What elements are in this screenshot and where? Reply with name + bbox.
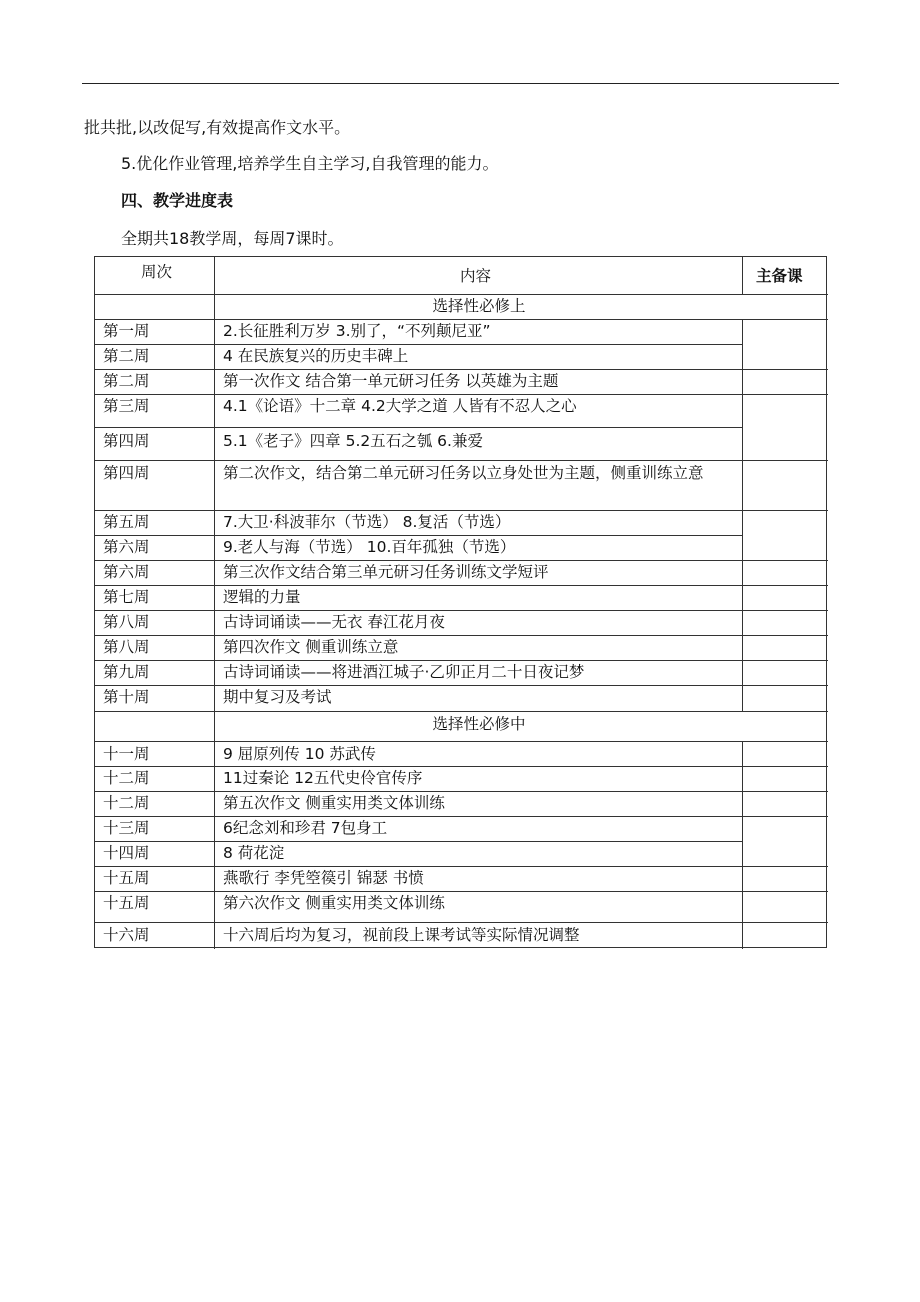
row-week: 十五周 — [103, 869, 150, 887]
row-week: 第五周 — [103, 513, 150, 531]
row-week: 十三周 — [103, 819, 150, 837]
row-week: 第一周 — [103, 322, 150, 340]
section-title: 选择性必修上 — [432, 297, 526, 315]
row-week: 第七周 — [103, 588, 150, 606]
row-week: 第二周 — [103, 372, 150, 390]
row-content: 逻辑的力量 — [223, 588, 301, 606]
row-content: 5.1《老子》四章 5.2五石之瓠 6.兼爱 — [223, 432, 483, 450]
row-week: 十二周 — [103, 794, 150, 812]
row-week: 第九周 — [103, 663, 150, 681]
row-week: 十二周 — [103, 769, 150, 787]
column-divider — [742, 741, 743, 949]
row-content: 2.长征胜利万岁 3.别了，“不列颠尼亚” — [223, 322, 491, 340]
row-content: 古诗词诵读——将进酒江城子·乙卯正月二十日夜记梦 — [223, 663, 585, 681]
row-week: 十五周 — [103, 894, 150, 912]
row-week: 第八周 — [103, 613, 150, 631]
header-rule — [82, 83, 839, 84]
paragraph-grading: 批共批,以改促写,有效提高作文水平。 — [84, 118, 351, 137]
header-owner: 主备课 — [756, 267, 803, 285]
row-content: 6纪念刘和珍君 7包身工 — [223, 819, 388, 837]
paragraph-schedule-summary: 全期共18教学周，每周7课时。 — [121, 229, 344, 248]
row-week: 第三周 — [103, 397, 150, 415]
row-content: 第五次作文 侧重实用类文体训练 — [223, 794, 445, 812]
column-divider — [742, 257, 743, 294]
section-heading: 四、教学进度表 — [121, 191, 234, 210]
header-week: 周次 — [141, 263, 173, 281]
row-content: 8 荷花淀 — [223, 844, 285, 862]
row-content: 11过秦论 12五代史伶官传序 — [223, 769, 423, 787]
row-content: 第六次作文 侧重实用类文体训练 — [223, 894, 445, 912]
row-content: 9.老人与海（节选） 10.百年孤独（节选） — [223, 538, 516, 556]
row-content: 第三次作文结合第三单元研习任务训练文学短评 — [223, 563, 549, 581]
row-week: 十六周 — [103, 926, 150, 944]
row-content: 古诗词诵读——无衣 春江花月夜 — [223, 613, 445, 631]
row-content: 燕歌行 李凭箜篌引 锦瑟 书愤 — [223, 869, 424, 887]
row-content: 第二次作文，结合第二单元研习任务以立身处世为主题，侧重训练立意 — [223, 464, 704, 482]
row-week: 第四周 — [103, 464, 150, 482]
row-content: 9 屈原列传 10 苏武传 — [223, 745, 376, 763]
column-divider — [214, 257, 215, 949]
row-content: 第四次作文 侧重训练立意 — [223, 638, 399, 656]
section-title: 选择性必修中 — [432, 715, 526, 733]
schedule-table — [94, 256, 827, 948]
row-week: 第六周 — [103, 538, 150, 556]
row-week: 第六周 — [103, 563, 150, 581]
row-week: 十一周 — [103, 745, 150, 763]
row-content: 期中复习及考试 — [223, 688, 332, 706]
row-week: 第八周 — [103, 638, 150, 656]
row-week: 第二周 — [103, 347, 150, 365]
row-content: 十六周后均为复习，视前段上课考试等实际情况调整 — [223, 926, 580, 944]
paragraph-homework: 5.优化作业管理,培养学生自主学习,自我管理的能力。 — [121, 154, 499, 173]
row-content: 4.1《论语》十二章 4.2大学之道 人皆有不忍人之心 — [223, 397, 577, 415]
header-content: 内容 — [460, 267, 492, 285]
row-week: 第十周 — [103, 688, 150, 706]
row-content: 第一次作文 结合第一单元研习任务 以英雄为主题 — [223, 372, 559, 390]
row-week: 第四周 — [103, 432, 150, 450]
row-content: 4 在民族复兴的历史丰碑上 — [223, 347, 409, 365]
column-divider — [742, 319, 743, 711]
row-content: 7.大卫·科波菲尔（节选） 8.复活（节选） — [223, 513, 511, 531]
row-week: 十四周 — [103, 844, 150, 862]
